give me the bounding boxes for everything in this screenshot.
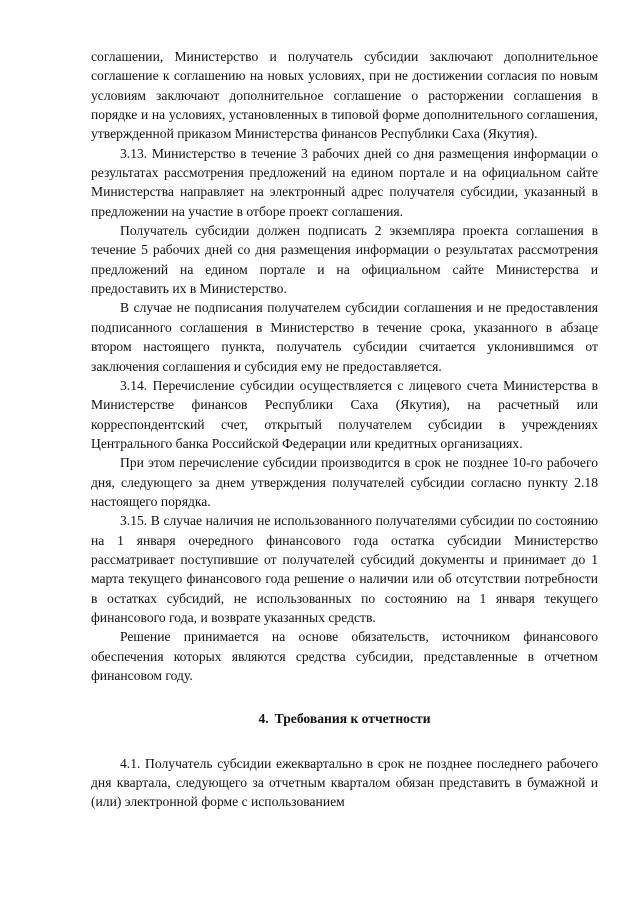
paragraph-4-1: 4.1. Получатель субсидии ежеквартально в срок не позднее последнего рабочего дня квартала, следующего за отчетным кварталом обязан представить в бумажной и (или) электронной форме с использованием [91,755,598,810]
section-title: Требования к отчетности [274,711,431,727]
section-heading [91,709,598,728]
paragraph-agreement-amendment: соглашении, Министерство и получатель субсидии заключают дополнительное соглашение к соглашению на новых условиях, при не достижении согласия по новым условиям заключают дополнительное соглашение о расторжении соглашения в порядке и на условиях, установленных в типовой форме дополнительного соглашения, утвержденной приказом Министерства финансов Республики Саха (Якутия). [91,49,598,142]
paragraph-not-signing: В случае не подписания получателем субсидии соглашения и не предоставления подписанного соглашения в Министерство в течение срока, указанного в абзаце втором настоящего пункта, получатель субсидии считается уклонившимся от заключения соглашения и субсидия ему не предоставляется. [91,300,598,374]
paragraph-decision-basis: Решение принимается на основе обязательств, источником финансового обеспечения которых являются средства субсидии, представленные в отчетном финансовом году. [91,629,598,683]
paragraph-3-13: 3.13. Министерство в течение 3 рабочих дней со дня размещения информации о результатах рассмотрения предложений на едином портале и на официальном сайте Министерства направляет на электронный адрес получателя субсидии, указанный в предложении на участие в отборе проект соглашения. [91,145,598,219]
paragraph-transfer-deadline: При этом перечисление субсидии производится в срок не позднее 10-го рабочего дня, следующего за днем утверждения получателей субсидии согласно пункту 2.18 настоящего порядка. [91,455,598,509]
paragraph-recipient-signing: Получатель субсидии должен подписать 2 экземпляра проекта соглашения в течение 5 рабочих дней со дня размещения информации о результатах рассмотрения предложений на едином портале и на официальном сайте Министерства и предоставить их в Министерство. [91,223,598,297]
paragraph-3-15: 3.15. В случае наличия не использованного получателями субсидии по состоянию на 1 января очередного финансового года остатка субсидии Министерство рассматривает поступившие от получателей субсидий документы и принимает до 1 марта текущего финансового года решение о наличии или об отсутствии потребности в остатках субсидий, не использованных по состоянию на 1 января текущего финансового года, и возврате указанных средств. [91,513,598,625]
section-number: 4. [258,711,269,727]
document-page [91,47,598,812]
paragraph-3-14: 3.14. Перечисление субсидии осуществляется с лицевого счета Министерства в Министерстве финансов Республики Саха (Якутия), на расчетный или корреспондентский счет, открытый получателем субсидии в учреждениях Центрального банка Российской Федерации или кредитных организациях. [91,377,598,451]
